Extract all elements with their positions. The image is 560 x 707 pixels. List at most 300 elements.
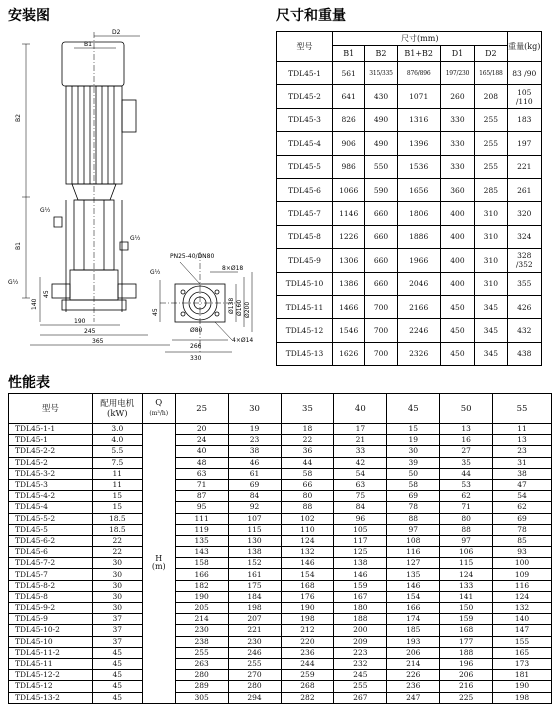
perf-cell-head: 159: [440, 614, 493, 625]
perf-cell-head: 209: [334, 636, 387, 647]
perf-cell-head: 236: [387, 681, 440, 692]
perf-cell-model: TDL45-9: [9, 614, 93, 625]
perf-cell-head: 111: [175, 513, 228, 524]
dim-cell-b1: 1306: [333, 249, 365, 272]
perf-cell-model: TDL45-12: [9, 681, 93, 692]
perf-cell-head: 47: [493, 479, 552, 490]
dim-cell-d2: 310: [475, 225, 507, 248]
perf-row: [9, 491, 552, 502]
perf-cell-head: 196: [440, 658, 493, 669]
perf-cell-head: 155: [493, 636, 552, 647]
perf-cell-head: 20: [175, 424, 228, 435]
perf-cell-head: 220: [281, 636, 334, 647]
dim-cell-b2: 660: [365, 202, 397, 225]
perf-cell-head: 190: [281, 603, 334, 614]
perf-cell-head: 185: [387, 625, 440, 636]
perf-header-motor: [92, 394, 142, 424]
dim-cell-weight: 432: [507, 319, 542, 342]
dim-cell-d1: 330: [440, 155, 474, 178]
dim-cell-weight: 221: [507, 155, 542, 178]
perf-flow-45: 45: [387, 394, 440, 424]
label-b1-top: B1: [84, 41, 92, 48]
dim-cell-b2: 660: [365, 249, 397, 272]
perf-cell-model: TDL45-7: [9, 569, 93, 580]
dim-cell-b1: 1626: [333, 342, 365, 365]
perf-cell-head: 106: [440, 547, 493, 558]
dim-cell-d1: 197/230: [440, 62, 474, 85]
perf-cell-head: 154: [387, 591, 440, 602]
perf-cell-kw: 3.0: [92, 424, 142, 435]
perf-cell-head: 69: [493, 513, 552, 524]
dim-cell-b1: 986: [333, 155, 365, 178]
perf-cell-kw: 45: [92, 658, 142, 669]
perf-cell-kw: 22: [92, 535, 142, 546]
perf-cell-head: 232: [334, 658, 387, 669]
perf-cell-head: 110: [281, 524, 334, 535]
perf-cell-head: 108: [387, 535, 440, 546]
install-diagram-title: 安装图: [8, 8, 50, 24]
dim-cell-weight: 197: [507, 132, 542, 155]
perf-cell-head: 270: [228, 670, 281, 681]
perf-cell-kw: 11: [92, 479, 142, 490]
dim-cell-b1b2: 876/896: [397, 62, 440, 85]
perf-cell-head: 198: [493, 692, 552, 703]
perf-cell-head: 205: [175, 603, 228, 614]
dim-cell-weight: 183: [507, 108, 542, 131]
dim-header-weight: 重量(kg): [507, 32, 542, 62]
perf-cell-kw: 45: [92, 681, 142, 692]
perf-cell-head: 245: [334, 670, 387, 681]
dim-cell-b2: 490: [365, 108, 397, 131]
perf-flow-50: 50: [440, 394, 493, 424]
perf-cell-model: TDL45-3: [9, 479, 93, 490]
perf-cell-head: 135: [175, 535, 228, 546]
dim-col-b2: B2: [365, 46, 397, 62]
perf-cell-kw: 22: [92, 547, 142, 558]
perf-cell-head: 138: [334, 558, 387, 569]
perf-cell-head: 105: [334, 524, 387, 535]
dim-row: [277, 319, 542, 342]
perf-cell-head: 190: [493, 681, 552, 692]
perf-cell-head: 13: [440, 424, 493, 435]
perf-cell-head: 115: [228, 524, 281, 535]
dim-cell-d2: 310: [475, 272, 507, 295]
dim-cell-d1: 330: [440, 108, 474, 131]
installation-drawing: [0, 22, 270, 367]
dim-cell-b1: 1466: [333, 295, 365, 318]
perf-cell-head: 188: [440, 647, 493, 658]
dimensions-weight-title: 尺寸和重量: [276, 8, 346, 24]
dim-cell-b1: 1146: [333, 202, 365, 225]
perf-cell-model: TDL45-10: [9, 636, 93, 647]
perf-cell-model: TDL45-3-2: [9, 468, 93, 479]
perf-cell-head: 39: [387, 457, 440, 468]
dim-cell-model: TDL45-10: [277, 272, 333, 295]
dim-cell-d2: 255: [475, 155, 507, 178]
perf-header-q-symbol: Q: [155, 398, 163, 408]
perf-cell-head: 127: [387, 558, 440, 569]
perf-cell-head: 16: [440, 435, 493, 446]
perf-cell-head: 33: [334, 446, 387, 457]
perf-cell-head: 255: [334, 681, 387, 692]
perf-cell-head: 119: [175, 524, 228, 535]
dim-cell-model: TDL45-6: [277, 178, 333, 201]
perf-row: [9, 468, 552, 479]
perf-cell-head: 53: [440, 479, 493, 490]
dim-cell-b1: 1546: [333, 319, 365, 342]
dim-cell-b1b2: 1316: [397, 108, 440, 131]
perf-cell-kw: 45: [92, 670, 142, 681]
perf-cell-head: 44: [440, 468, 493, 479]
perf-flow-40: 40: [334, 394, 387, 424]
dim-row: [277, 62, 542, 85]
dim-cell-d1: 400: [440, 249, 474, 272]
perf-cell-head: 140: [493, 614, 552, 625]
perf-cell-head: 181: [493, 670, 552, 681]
perf-cell-kw: 37: [92, 614, 142, 625]
perf-cell-head: 66: [281, 479, 334, 490]
perf-cell-kw: 30: [92, 558, 142, 569]
perf-cell-head: 88: [440, 524, 493, 535]
perf-cell-head: 138: [228, 547, 281, 558]
perf-cell-head: 168: [440, 625, 493, 636]
perf-cell-model: TDL45-7-2: [9, 558, 93, 569]
dim-cell-b1b2: 1656: [397, 178, 440, 201]
dim-cell-b1b2: 2326: [397, 342, 440, 365]
perf-flow-55: 55: [493, 394, 552, 424]
performance-table-title: 性能表: [8, 375, 50, 391]
dim-row: [277, 202, 542, 225]
dim-cell-b2: 700: [365, 342, 397, 365]
perf-cell-head: 268: [281, 681, 334, 692]
perf-cell-model: TDL45-2-2: [9, 446, 93, 457]
perf-cell-head: 62: [493, 502, 552, 513]
perf-cell-kw: 37: [92, 625, 142, 636]
perf-cell-model: TDL45-5: [9, 524, 93, 535]
perf-cell-head: 132: [281, 547, 334, 558]
perf-cell-head: 23: [493, 446, 552, 457]
dim-cell-d1: 450: [440, 342, 474, 365]
perf-cell-head: 221: [228, 625, 281, 636]
perf-row: [9, 614, 552, 625]
perf-cell-head: 289: [175, 681, 228, 692]
dim-cell-b1: 906: [333, 132, 365, 155]
perf-cell-head: 152: [228, 558, 281, 569]
dim-cell-d1: 400: [440, 202, 474, 225]
perf-cell-kw: 30: [92, 591, 142, 602]
perf-cell-head: 96: [334, 513, 387, 524]
perf-cell-head: 63: [334, 479, 387, 490]
perf-cell-head: 58: [387, 479, 440, 490]
perf-cell-kw: 30: [92, 603, 142, 614]
dim-cell-weight: 105 /110: [507, 85, 542, 108]
perf-cell-head: 244: [281, 658, 334, 669]
dim-col-d1: D1: [440, 46, 474, 62]
perf-cell-model: TDL45-6: [9, 547, 93, 558]
perf-cell-head: 17: [334, 424, 387, 435]
dim-cell-weight: 324: [507, 225, 542, 248]
perf-cell-kw: 4.0: [92, 435, 142, 446]
perf-cell-head: 27: [440, 446, 493, 457]
perf-cell-model: TDL45-13-2: [9, 692, 93, 703]
perf-cell-head: 22: [281, 435, 334, 446]
perf-cell-head: 36: [281, 446, 334, 457]
dim-cell-d2: 310: [475, 202, 507, 225]
perf-cell-head: 69: [387, 491, 440, 502]
label-d2: D2: [112, 29, 121, 36]
perf-cell-head: 282: [281, 692, 334, 703]
label-245: 245: [84, 328, 96, 335]
dim-row: [277, 178, 542, 201]
perf-cell-head: 166: [175, 569, 228, 580]
dim-cell-d1: 360: [440, 178, 474, 201]
dim-cell-d2: 255: [475, 132, 507, 155]
perf-cell-head: 263: [175, 658, 228, 669]
perf-cell-head: 21: [334, 435, 387, 446]
label-45-plan: 45: [152, 308, 159, 316]
perf-cell-head: 280: [228, 681, 281, 692]
perf-cell-head: 216: [440, 681, 493, 692]
dim-row: [277, 155, 542, 178]
perf-row: [9, 670, 552, 681]
perf-cell-head: 124: [493, 591, 552, 602]
perf-cell-head: 207: [228, 614, 281, 625]
perf-cell-head: 214: [387, 658, 440, 669]
perf-cell-head: 18: [281, 424, 334, 435]
dim-cell-b1: 826: [333, 108, 365, 131]
label-b1-side: B1: [15, 242, 22, 250]
label-g-half-1: G½: [40, 207, 51, 214]
perf-row: [9, 681, 552, 692]
perf-cell-head: 42: [334, 457, 387, 468]
perf-cell-head: 198: [281, 614, 334, 625]
dim-cell-b2: 660: [365, 272, 397, 295]
perf-cell-kw: 15: [92, 491, 142, 502]
perf-cell-model: TDL45-4: [9, 502, 93, 513]
perf-cell-head: 124: [440, 569, 493, 580]
perf-cell-head: 85: [493, 535, 552, 546]
perf-cell-head: 19: [387, 435, 440, 446]
perf-cell-head: 50: [387, 468, 440, 479]
perf-cell-head: 125: [334, 547, 387, 558]
perf-cell-head: 93: [493, 547, 552, 558]
perf-cell-head: 168: [281, 580, 334, 591]
dim-row: [277, 132, 542, 155]
perf-cell-head: 88: [281, 502, 334, 513]
dim-cell-b2: 430: [365, 85, 397, 108]
perf-cell-head: 255: [228, 658, 281, 669]
perf-cell-head: 146: [387, 580, 440, 591]
perf-cell-head: 247: [387, 692, 440, 703]
perf-row: [9, 580, 552, 591]
label-phi160: Ø160: [236, 299, 243, 316]
perf-row: [9, 502, 552, 513]
perf-cell-head: 193: [387, 636, 440, 647]
perf-flow-30: 30: [228, 394, 281, 424]
perf-cell-head: 190: [175, 591, 228, 602]
perf-cell-head: 97: [440, 535, 493, 546]
dim-cell-model: TDL45-4: [277, 132, 333, 155]
perf-cell-kw: 11: [92, 468, 142, 479]
perf-cell-head: 135: [387, 569, 440, 580]
perf-cell-head: 230: [228, 636, 281, 647]
perf-cell-head: 69: [228, 479, 281, 490]
perf-cell-head: 71: [440, 502, 493, 513]
perf-cell-model: TDL45-9-2: [9, 603, 93, 614]
perf-cell-head: 180: [334, 603, 387, 614]
perf-cell-head: 15: [387, 424, 440, 435]
perf-cell-head: 184: [228, 591, 281, 602]
perf-cell-head: 133: [440, 580, 493, 591]
perf-cell-head: 95: [175, 502, 228, 513]
perf-cell-head: 267: [334, 692, 387, 703]
perf-cell-head: 238: [175, 636, 228, 647]
perf-cell-head: 173: [493, 658, 552, 669]
perf-row: [9, 591, 552, 602]
perf-head-unit: (m): [151, 562, 166, 572]
perf-cell-head: 44: [281, 457, 334, 468]
perf-cell-head: 84: [228, 491, 281, 502]
perf-cell-head: 158: [175, 558, 228, 569]
perf-cell-head: 100: [493, 558, 552, 569]
label-b2: B2: [15, 114, 22, 122]
dim-cell-weight: 355: [507, 272, 542, 295]
perf-head-label: [142, 424, 175, 704]
dim-cell-weight: 426: [507, 295, 542, 318]
perf-cell-head: 236: [281, 647, 334, 658]
dim-col-d2: D2: [475, 46, 507, 62]
perf-cell-model: TDL45-10-2: [9, 625, 93, 636]
dim-cell-d1: 400: [440, 225, 474, 248]
dim-cell-d1: 400: [440, 272, 474, 295]
dim-cell-b1b2: 1536: [397, 155, 440, 178]
perf-header-motor-name: 配用电机: [100, 398, 135, 409]
perf-cell-head: 175: [228, 580, 281, 591]
label-g-half-3: G½: [8, 279, 19, 286]
perf-cell-kw: 45: [92, 692, 142, 703]
perf-cell-head: 130: [228, 535, 281, 546]
perf-cell-head: 54: [493, 491, 552, 502]
label-phi138: Ø138: [228, 297, 235, 314]
perf-cell-head: 214: [175, 614, 228, 625]
perf-cell-head: 54: [334, 468, 387, 479]
perf-cell-head: 97: [387, 524, 440, 535]
perf-cell-model: TDL45-11-2: [9, 647, 93, 658]
perf-cell-head: 40: [175, 446, 228, 457]
dim-cell-weight: 261: [507, 178, 542, 201]
perf-cell-head: 84: [334, 502, 387, 513]
dim-cell-d2: 345: [475, 295, 507, 318]
perf-cell-head: 61: [228, 468, 281, 479]
perf-row: [9, 647, 552, 658]
label-330: 330: [190, 355, 202, 362]
perf-flow-35: 35: [281, 394, 334, 424]
perf-head-symbol: H: [155, 554, 163, 564]
inlet-flange: [183, 286, 217, 320]
perf-cell-kw: 37: [92, 636, 142, 647]
perf-cell-head: 109: [493, 569, 552, 580]
perf-row: [9, 479, 552, 490]
dim-cell-b2: 490: [365, 132, 397, 155]
perf-cell-kw: 18.5: [92, 513, 142, 524]
dim-cell-weight: 320: [507, 202, 542, 225]
perf-row: [9, 457, 552, 468]
dim-cell-d1: 330: [440, 132, 474, 155]
dim-cell-model: TDL45-9: [277, 249, 333, 272]
perf-cell-head: 132: [493, 603, 552, 614]
dim-cell-d2: 345: [475, 342, 507, 365]
dim-cell-model: TDL45-8: [277, 225, 333, 248]
dim-cell-model: TDL45-1: [277, 62, 333, 85]
perf-cell-head: 75: [334, 491, 387, 502]
perf-cell-head: 226: [387, 670, 440, 681]
perf-cell-head: 116: [387, 547, 440, 558]
perf-cell-head: 71: [175, 479, 228, 490]
perf-row: [9, 535, 552, 546]
perf-cell-head: 107: [228, 513, 281, 524]
dim-cell-b2: 315/335: [365, 62, 397, 85]
dim-cell-b1b2: 1966: [397, 249, 440, 272]
perf-cell-head: 150: [440, 603, 493, 614]
perf-cell-kw: 30: [92, 569, 142, 580]
dim-row: [277, 272, 542, 295]
perf-cell-kw: 5.5: [92, 446, 142, 457]
performance-table: [8, 393, 552, 704]
perf-header-q-unit: (m³/h): [149, 410, 169, 417]
perf-cell-head: 124: [281, 535, 334, 546]
perf-cell-head: 62: [440, 491, 493, 502]
dim-cell-model: TDL45-5: [277, 155, 333, 178]
perf-cell-head: 24: [175, 435, 228, 446]
perf-cell-head: 78: [387, 502, 440, 513]
dim-header-size: 尺寸(mm): [333, 32, 507, 46]
label-190: 190: [74, 318, 86, 325]
perf-cell-head: 31: [493, 457, 552, 468]
dim-cell-model: TDL45-3: [277, 108, 333, 131]
perf-cell-head: 11: [493, 424, 552, 435]
perf-cell-head: 176: [281, 591, 334, 602]
dim-cell-b1b2: 1071: [397, 85, 440, 108]
dim-cell-d2: 208: [475, 85, 507, 108]
dimensions-table: [276, 31, 542, 366]
perf-row: [9, 692, 552, 703]
dim-col-b1b2: B1+B2: [397, 46, 440, 62]
perf-cell-head: 92: [228, 502, 281, 513]
dim-cell-b1b2: 1806: [397, 202, 440, 225]
perf-cell-head: 200: [334, 625, 387, 636]
dim-cell-b1b2: 1886: [397, 225, 440, 248]
dim-cell-b2: 660: [365, 225, 397, 248]
perf-row: [9, 658, 552, 669]
perf-row: [9, 435, 552, 446]
perf-cell-head: 294: [228, 692, 281, 703]
perf-cell-head: 80: [281, 491, 334, 502]
dim-cell-b1b2: 2046: [397, 272, 440, 295]
label-g-half-plan: G½: [150, 269, 161, 276]
perf-row: [9, 603, 552, 614]
perf-cell-head: 225: [440, 692, 493, 703]
perf-cell-head: 117: [334, 535, 387, 546]
perf-cell-head: 115: [440, 558, 493, 569]
dim-cell-d1: 260: [440, 85, 474, 108]
perf-cell-kw: 45: [92, 647, 142, 658]
dim-header-model: 型号: [277, 32, 333, 62]
perf-cell-head: 88: [387, 513, 440, 524]
perf-cell-head: 58: [281, 468, 334, 479]
label-8-holes: 8×Ø18: [222, 265, 244, 272]
perf-cell-kw: 7.5: [92, 457, 142, 468]
dim-row: [277, 225, 542, 248]
